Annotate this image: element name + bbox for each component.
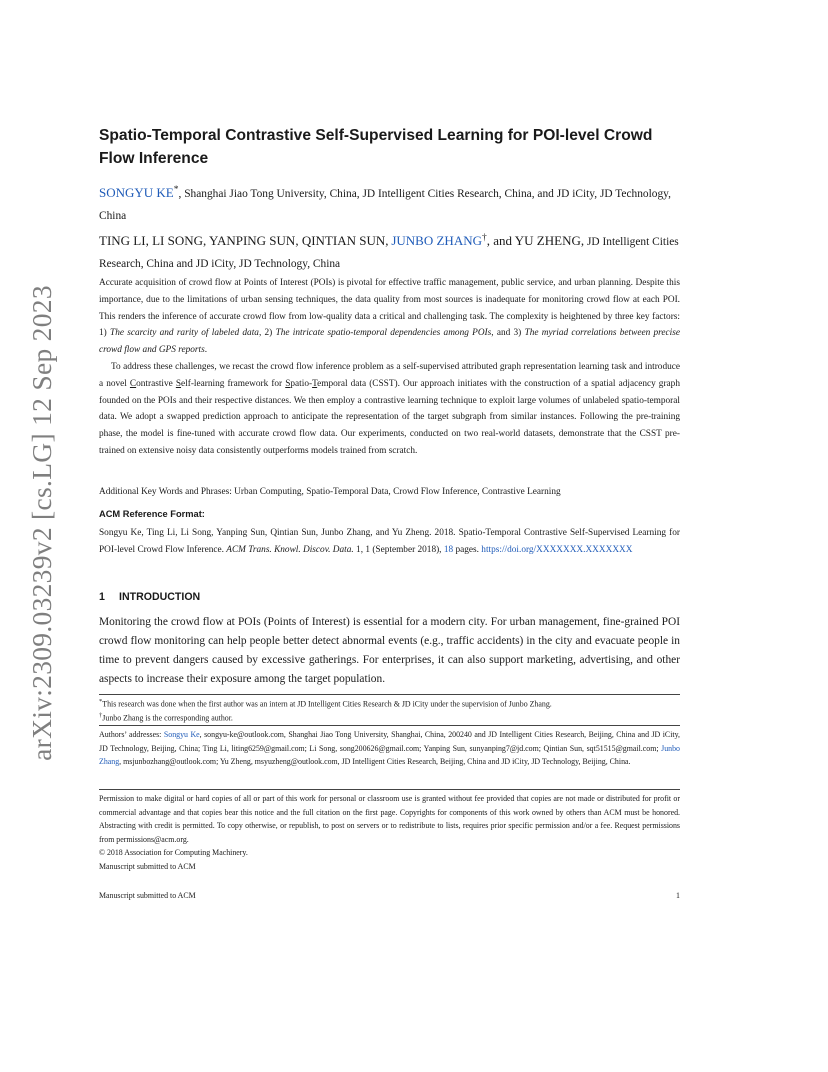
- abstract: [99, 275, 680, 460]
- addresses-prefix: Authors’ addresses:: [99, 730, 162, 739]
- acronym-letter-c: C: [129, 378, 137, 389]
- first-author-mark: *: [173, 185, 179, 195]
- acm-reference-pages-word: pages.: [455, 544, 479, 555]
- addresses-text-2: , msjunbozhang@outlook.com; Yu Zheng, msyuzheng@outlook.com, JD Intelligent Cities Research, Beijing, China and JD iCity, JD Technology, Beijing, China.: [119, 757, 631, 767]
- acronym-letter-s2: S: [285, 378, 291, 389]
- abstract-text-1: Accurate acquisition of crowd flow at Points of Interest (POIs) is pivotal for effective traffic management, public service, and urban planning. Despite this importance, due to the limitations of urban sensing techniques, the data quality from most sources is inadequate for monitoring crowd flow at each POI. This renders the inference of accurate crowd flow from low-quality data a critical and challenging task. The complexity is heightened by three key factors: 1): [99, 278, 680, 339]
- acm-reference-journal: ACM Trans. Knowl. Discov. Data.: [226, 544, 354, 555]
- author-addresses: [99, 725, 680, 769]
- acm-reference-text: Songyu Ke, Ting Li, Li Song, Yanping Sun, Qintian Sun, Junbo Zhang, and Yu Zheng. 2018. Spatio-Temporal Contrastive Self-Supervised Learning for POI-level Crowd Flow Inference.: [99, 527, 680, 555]
- footer-left: Manuscript submitted to ACM: [99, 891, 196, 900]
- last-author: , and YU ZHENG,: [486, 232, 585, 248]
- abstract-connector-1: , 2): [258, 328, 273, 339]
- page-footer: [99, 891, 680, 900]
- footnote-1: [99, 696, 680, 710]
- pages-link[interactable]: 18: [443, 544, 454, 555]
- acm-reference-issue: 1, 1 (September 2018),: [356, 544, 442, 555]
- coauthors-line: [99, 227, 680, 275]
- coauthor-names: TING LI, LI SONG, YANPING SUN, QINTIAN SUN,: [99, 232, 389, 248]
- first-author-link[interactable]: SONGYU KE: [99, 184, 174, 200]
- footnote-2: [99, 710, 680, 724]
- footnote-2-mark: †: [99, 712, 103, 720]
- address-link-songyu-ke[interactable]: Songyu Ke: [163, 730, 200, 739]
- submitted-line: Manuscript submitted to ACM: [99, 861, 196, 871]
- introduction-paragraph: Monitoring the crowd flow at POIs (Points of Interest) is essential for a modern city. For urban management, fine-grained POI crowd flow monitoring can help people better detect abnormal events (e.g., traffic accidents) in the city and evacuate people in time to prevent dangers caused by excessive gatherings. For enterprises, it can also support marketing, advertising, and other aspects to increase their exposure among the target population.: [99, 616, 680, 685]
- acronym-letter-s1: S: [175, 378, 182, 389]
- section-number: 1: [99, 591, 105, 603]
- abstract-paragraph-2: [99, 359, 680, 460]
- permission-text: Permission to make digital or hard copies of all or part of this work for personal or classroom use is granted without fee provided that copies are not made or distributed for profit or commercial advantage and that copies bear this notice and the full citation on the first page. Copyrights for components of this work owned by others than ACM must be honored. Abstracting with credit is permitted. To copy otherwise, or republish, to post on servers or to redistribute to lists, requires prior specific permission and/or a fee. Request permissions from permissions@acm.org.: [99, 794, 680, 844]
- footnote-1-mark: *: [99, 698, 103, 705]
- copyright-line: © 2018 Association for Computing Machinery.: [99, 848, 248, 858]
- acronym-letter-t: T: [312, 378, 318, 389]
- first-author-line: [99, 179, 680, 227]
- paper-title: [99, 124, 680, 170]
- corresponding-author-link[interactable]: JUNBO ZHANG: [391, 232, 482, 248]
- coauthors-affiliation: JD Intelligent Cities Research, China and JD iCity, JD Technology, China: [99, 235, 679, 270]
- footnote-1-text: This research was done when the first author was an intern at JD Intelligent Cities Research & JD iCity under the supervision of Junbo Zhang.: [102, 699, 552, 709]
- acronym-word-1: ontrastive: [136, 378, 176, 389]
- footnotes: [99, 694, 680, 724]
- acm-reference: [99, 506, 680, 558]
- abstract-italic-1: The scarcity and rarity of labeled data: [110, 328, 259, 339]
- arxiv-watermark: [16, 285, 68, 761]
- abstract-end-1: .: [204, 345, 208, 356]
- abstract-italic-2: The intricate spatio-temporal dependencies among POIs: [275, 328, 492, 339]
- abstract-connector-2: , and 3): [491, 328, 522, 339]
- section-title: INTRODUCTION: [119, 591, 201, 603]
- abstract-italic-3: The myriad correlations between precise crowd flow and GPS reports: [99, 328, 681, 356]
- arxiv-id-text: arXiv:2309.03239v2 [cs.LG] 12 Sep 2023: [26, 285, 58, 761]
- acronym-word-2: elf-learning framework for: [181, 378, 286, 389]
- first-author-affiliation: , Shanghai Jiao Tong University, China, JD Intelligent Cities Research, China, and JD iCity, JD Technology, China: [99, 187, 671, 222]
- abstract-paragraph-1: [99, 275, 680, 359]
- section-heading: [99, 591, 680, 603]
- address-link-junbo-zhang[interactable]: Junbo Zhang: [99, 743, 680, 767]
- keywords: Additional Key Words and Phrases: Urban Computing, Spatio-Temporal Data, Crowd Flow Inference, Contrastive Learning: [99, 487, 561, 497]
- addresses-text-1: , songyu-ke@outlook.com, Shanghai Jiao Tong University, Shanghai, China, 200240 and JD Intelligent Cities Research, Beijing, China and JD iCity, JD Technology, Beijing, China; Ting Li, liting6259@gmail.com; Li Song, song200626@gmail.com; Yanping Sun, sunyanping7@jd.com; Qintian Sun, sqt51515@gmail.com;: [99, 730, 680, 753]
- title-line-1: Spatio-Temporal Contrastive Self-Supervised Learning for POI-level Crowd: [99, 127, 653, 144]
- abstract-text-2: To address these challenges, we recast the crowd flow inference problem as a self-supervised attributed graph representation learning task and introduce a novel: [99, 361, 680, 389]
- page-number: 1: [676, 891, 680, 900]
- title-line-2: Flow Inference: [99, 150, 209, 167]
- corresponding-mark: †: [481, 232, 487, 243]
- acronym-word-3: patio-: [290, 378, 313, 389]
- doi-link[interactable]: https://doi.org/XXXXXXX.XXXXXXX: [481, 544, 633, 555]
- abstract-text-3: emporal data (CSST). Our approach initiates with the construction of a spatial adjacency graph founded on the POIs and their respective distances. We then employ a contrastive learning technique to exploit large volumes of unlabeled spatio-temporal data. We adopt a swapped prediction approach to anticipate the representation of the target subgraph from similar instances. Following the pre-training phase, the model is fine-tuned with accurate crowd flow data. Our experiments, conducted on two real-world datasets, demonstrate that the CSST pre-trained on extensive noisy data consistently outperforms models trained from scratch.: [99, 378, 680, 456]
- footnote-2-text: Junbo Zhang is the corresponding author.: [102, 713, 233, 723]
- permission-notice: [99, 789, 680, 874]
- acm-reference-heading: ACM Reference Format:: [99, 509, 205, 519]
- author-block: [99, 179, 680, 275]
